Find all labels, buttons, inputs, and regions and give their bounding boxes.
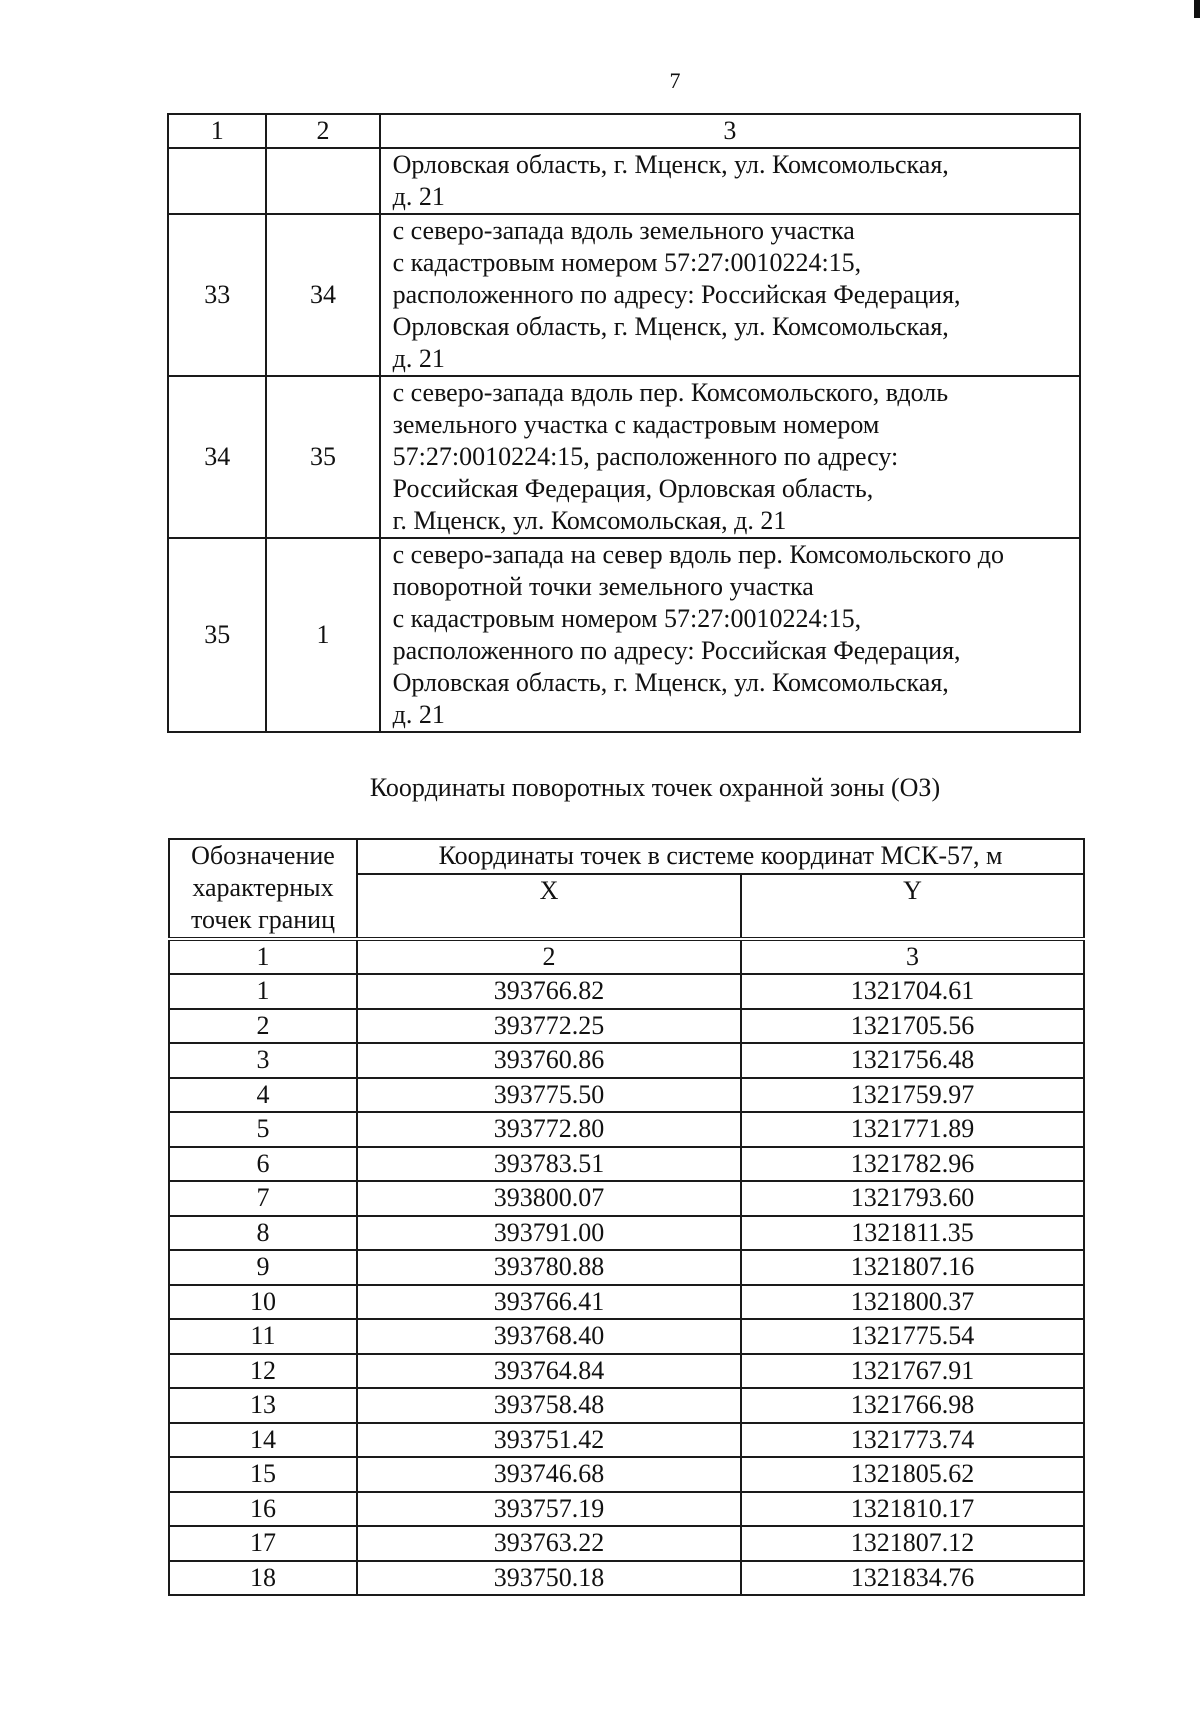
y-coordinate: 1321793.60 [741, 1181, 1084, 1216]
x-coordinate: 393768.40 [357, 1319, 741, 1354]
x-coordinate: 393800.07 [357, 1181, 741, 1216]
table-row [169, 1285, 1084, 1320]
point-number: 9 [169, 1250, 357, 1285]
point-number: 18 [169, 1561, 357, 1596]
description-line: расположенного по адресу: Российская Федерация, [392, 636, 961, 665]
y-coordinate: 1321810.17 [741, 1492, 1084, 1527]
y-coordinate: 1321773.74 [741, 1423, 1084, 1458]
x-coordinate: 393783.51 [357, 1147, 741, 1182]
from-point: 34 [168, 376, 266, 538]
x-coordinate: 393757.19 [357, 1492, 741, 1527]
description-line: Российская Федерация, Орловская область, [392, 474, 874, 503]
y-coordinate: 1321759.97 [741, 1078, 1084, 1113]
description-line: с кадастровым номером 57:27:0010224:15, [392, 604, 862, 633]
point-number: 14 [169, 1423, 357, 1458]
column-number-2: 2 [266, 114, 379, 148]
table-row [169, 1492, 1084, 1527]
boundary-description [380, 376, 1080, 538]
table-row [169, 1078, 1084, 1113]
description-line: Орловская область, г. Мценск, ул. Комсомольская, [392, 312, 949, 341]
x-coordinate: 393772.25 [357, 1009, 741, 1044]
point-number: 8 [169, 1216, 357, 1251]
coordinates-body [169, 974, 1084, 1595]
description-line: поворотной точки земельного участка [392, 572, 814, 601]
table-header-row [168, 114, 1080, 148]
point-number: 15 [169, 1457, 357, 1492]
table-row [169, 1526, 1084, 1561]
y-coordinate: 1321800.37 [741, 1285, 1084, 1320]
x-coordinate: 393791.00 [357, 1216, 741, 1251]
table-row [169, 1250, 1084, 1285]
boundary-description-table [167, 113, 1081, 733]
table-row [169, 1423, 1084, 1458]
table-row [169, 1112, 1084, 1147]
description-line: Орловская область, г. Мценск, ул. Комсомольская, [392, 668, 949, 697]
y-coordinate: 1321705.56 [741, 1009, 1084, 1044]
x-coordinate: 393758.48 [357, 1388, 741, 1423]
y-coordinate: 1321782.96 [741, 1147, 1084, 1182]
point-number: 4 [169, 1078, 357, 1113]
description-line: с кадастровым номером 57:27:0010224:15, [392, 248, 862, 277]
table-row [168, 214, 1080, 376]
coordinates-table [168, 838, 1085, 1596]
y-coordinate: 1321775.54 [741, 1319, 1084, 1354]
description-line: д. 21 [392, 182, 445, 211]
description-line: Орловская область, г. Мценск, ул. Комсомольская, [392, 150, 949, 179]
x-coordinate: 393750.18 [357, 1561, 741, 1596]
table-row [168, 148, 1080, 214]
x-coordinate: 393763.22 [357, 1526, 741, 1561]
x-coordinate: 393775.50 [357, 1078, 741, 1113]
boundary-description [380, 148, 1080, 214]
x-coordinate: 393764.84 [357, 1354, 741, 1389]
to-point [266, 148, 379, 214]
table-row [169, 1354, 1084, 1389]
designation-header-line: Обозначение [191, 841, 335, 870]
y-coordinate: 1321756.48 [741, 1043, 1084, 1078]
x-coordinate: 393780.88 [357, 1250, 741, 1285]
y-coordinate: 1321704.61 [741, 974, 1084, 1009]
coordinates-section-title: Координаты поворотных точек охранной зоны (ОЗ) [369, 773, 941, 802]
description-line: 57:27:0010224:15, расположенного по адресу: [392, 442, 899, 471]
scan-mark [1194, 0, 1200, 18]
column-number-3: 3 [380, 114, 1080, 148]
table-row [168, 376, 1080, 538]
x-coordinate: 393766.82 [357, 974, 741, 1009]
y-coordinate: 1321766.98 [741, 1388, 1084, 1423]
point-number: 6 [169, 1147, 357, 1182]
y-coordinate: 1321771.89 [741, 1112, 1084, 1147]
table-row [169, 974, 1084, 1009]
y-coordinate: 1321811.35 [741, 1216, 1084, 1251]
x-coordinate: 393766.41 [357, 1285, 741, 1320]
x-coordinate: 393772.80 [357, 1112, 741, 1147]
to-point: 1 [266, 538, 379, 732]
page-number: 7 [669, 68, 681, 93]
y-coordinate: 1321767.91 [741, 1354, 1084, 1389]
point-number: 16 [169, 1492, 357, 1527]
table-row [169, 1043, 1084, 1078]
table-row [169, 1147, 1084, 1182]
to-point: 35 [266, 376, 379, 538]
x-coordinate: 393746.68 [357, 1457, 741, 1492]
column-numbering-row [169, 939, 1084, 975]
column-number-2: 2 [357, 939, 741, 975]
description-line: д. 21 [392, 344, 445, 373]
from-point: 33 [168, 214, 266, 376]
point-number: 1 [169, 974, 357, 1009]
from-point [168, 148, 266, 214]
coordinate-system-header: Координаты точек в системе координат МСК-57, м [357, 839, 1084, 874]
point-number: 10 [169, 1285, 357, 1320]
x-coordinate: 393760.86 [357, 1043, 741, 1078]
table-row [169, 1009, 1084, 1044]
table-row [169, 1216, 1084, 1251]
point-number: 5 [169, 1112, 357, 1147]
designation-header-line: характерных [192, 873, 334, 902]
point-number: 7 [169, 1181, 357, 1216]
y-coordinate: 1321834.76 [741, 1561, 1084, 1596]
description-line: с северо-запада на север вдоль пер. Комсомольского до [392, 540, 1004, 569]
point-number: 13 [169, 1388, 357, 1423]
point-number: 11 [169, 1319, 357, 1354]
description-line: д. 21 [392, 700, 445, 729]
description-line: г. Мценск, ул. Комсомольская, д. 21 [392, 506, 787, 535]
description-line: земельного участка с кадастровым номером [392, 410, 880, 439]
coordinates-header-row [169, 839, 1084, 874]
column-number-3: 3 [741, 939, 1084, 975]
designation-header [169, 839, 357, 939]
x-coordinate: 393751.42 [357, 1423, 741, 1458]
table-row [169, 1388, 1084, 1423]
table-row [169, 1319, 1084, 1354]
to-point: 34 [266, 214, 379, 376]
x-header: X [357, 874, 741, 939]
column-number-1: 1 [168, 114, 266, 148]
description-line: расположенного по адресу: Российская Федерация, [392, 280, 961, 309]
point-number: 3 [169, 1043, 357, 1078]
table-row [168, 538, 1080, 732]
column-number-1: 1 [169, 939, 357, 975]
point-number: 17 [169, 1526, 357, 1561]
from-point: 35 [168, 538, 266, 732]
y-coordinate: 1321805.62 [741, 1457, 1084, 1492]
designation-header-line: точек границ [190, 905, 336, 934]
table-row [169, 1181, 1084, 1216]
point-number: 2 [169, 1009, 357, 1044]
boundary-description [380, 538, 1080, 732]
description-line: с северо-запада вдоль пер. Комсомольского, вдоль [392, 378, 949, 407]
point-number: 12 [169, 1354, 357, 1389]
y-header: Y [741, 874, 1084, 939]
description-line: с северо-запада вдоль земельного участка [392, 216, 855, 245]
y-coordinate: 1321807.12 [741, 1526, 1084, 1561]
table-row [169, 1457, 1084, 1492]
boundary-description [380, 214, 1080, 376]
y-coordinate: 1321807.16 [741, 1250, 1084, 1285]
table-row [169, 1561, 1084, 1596]
